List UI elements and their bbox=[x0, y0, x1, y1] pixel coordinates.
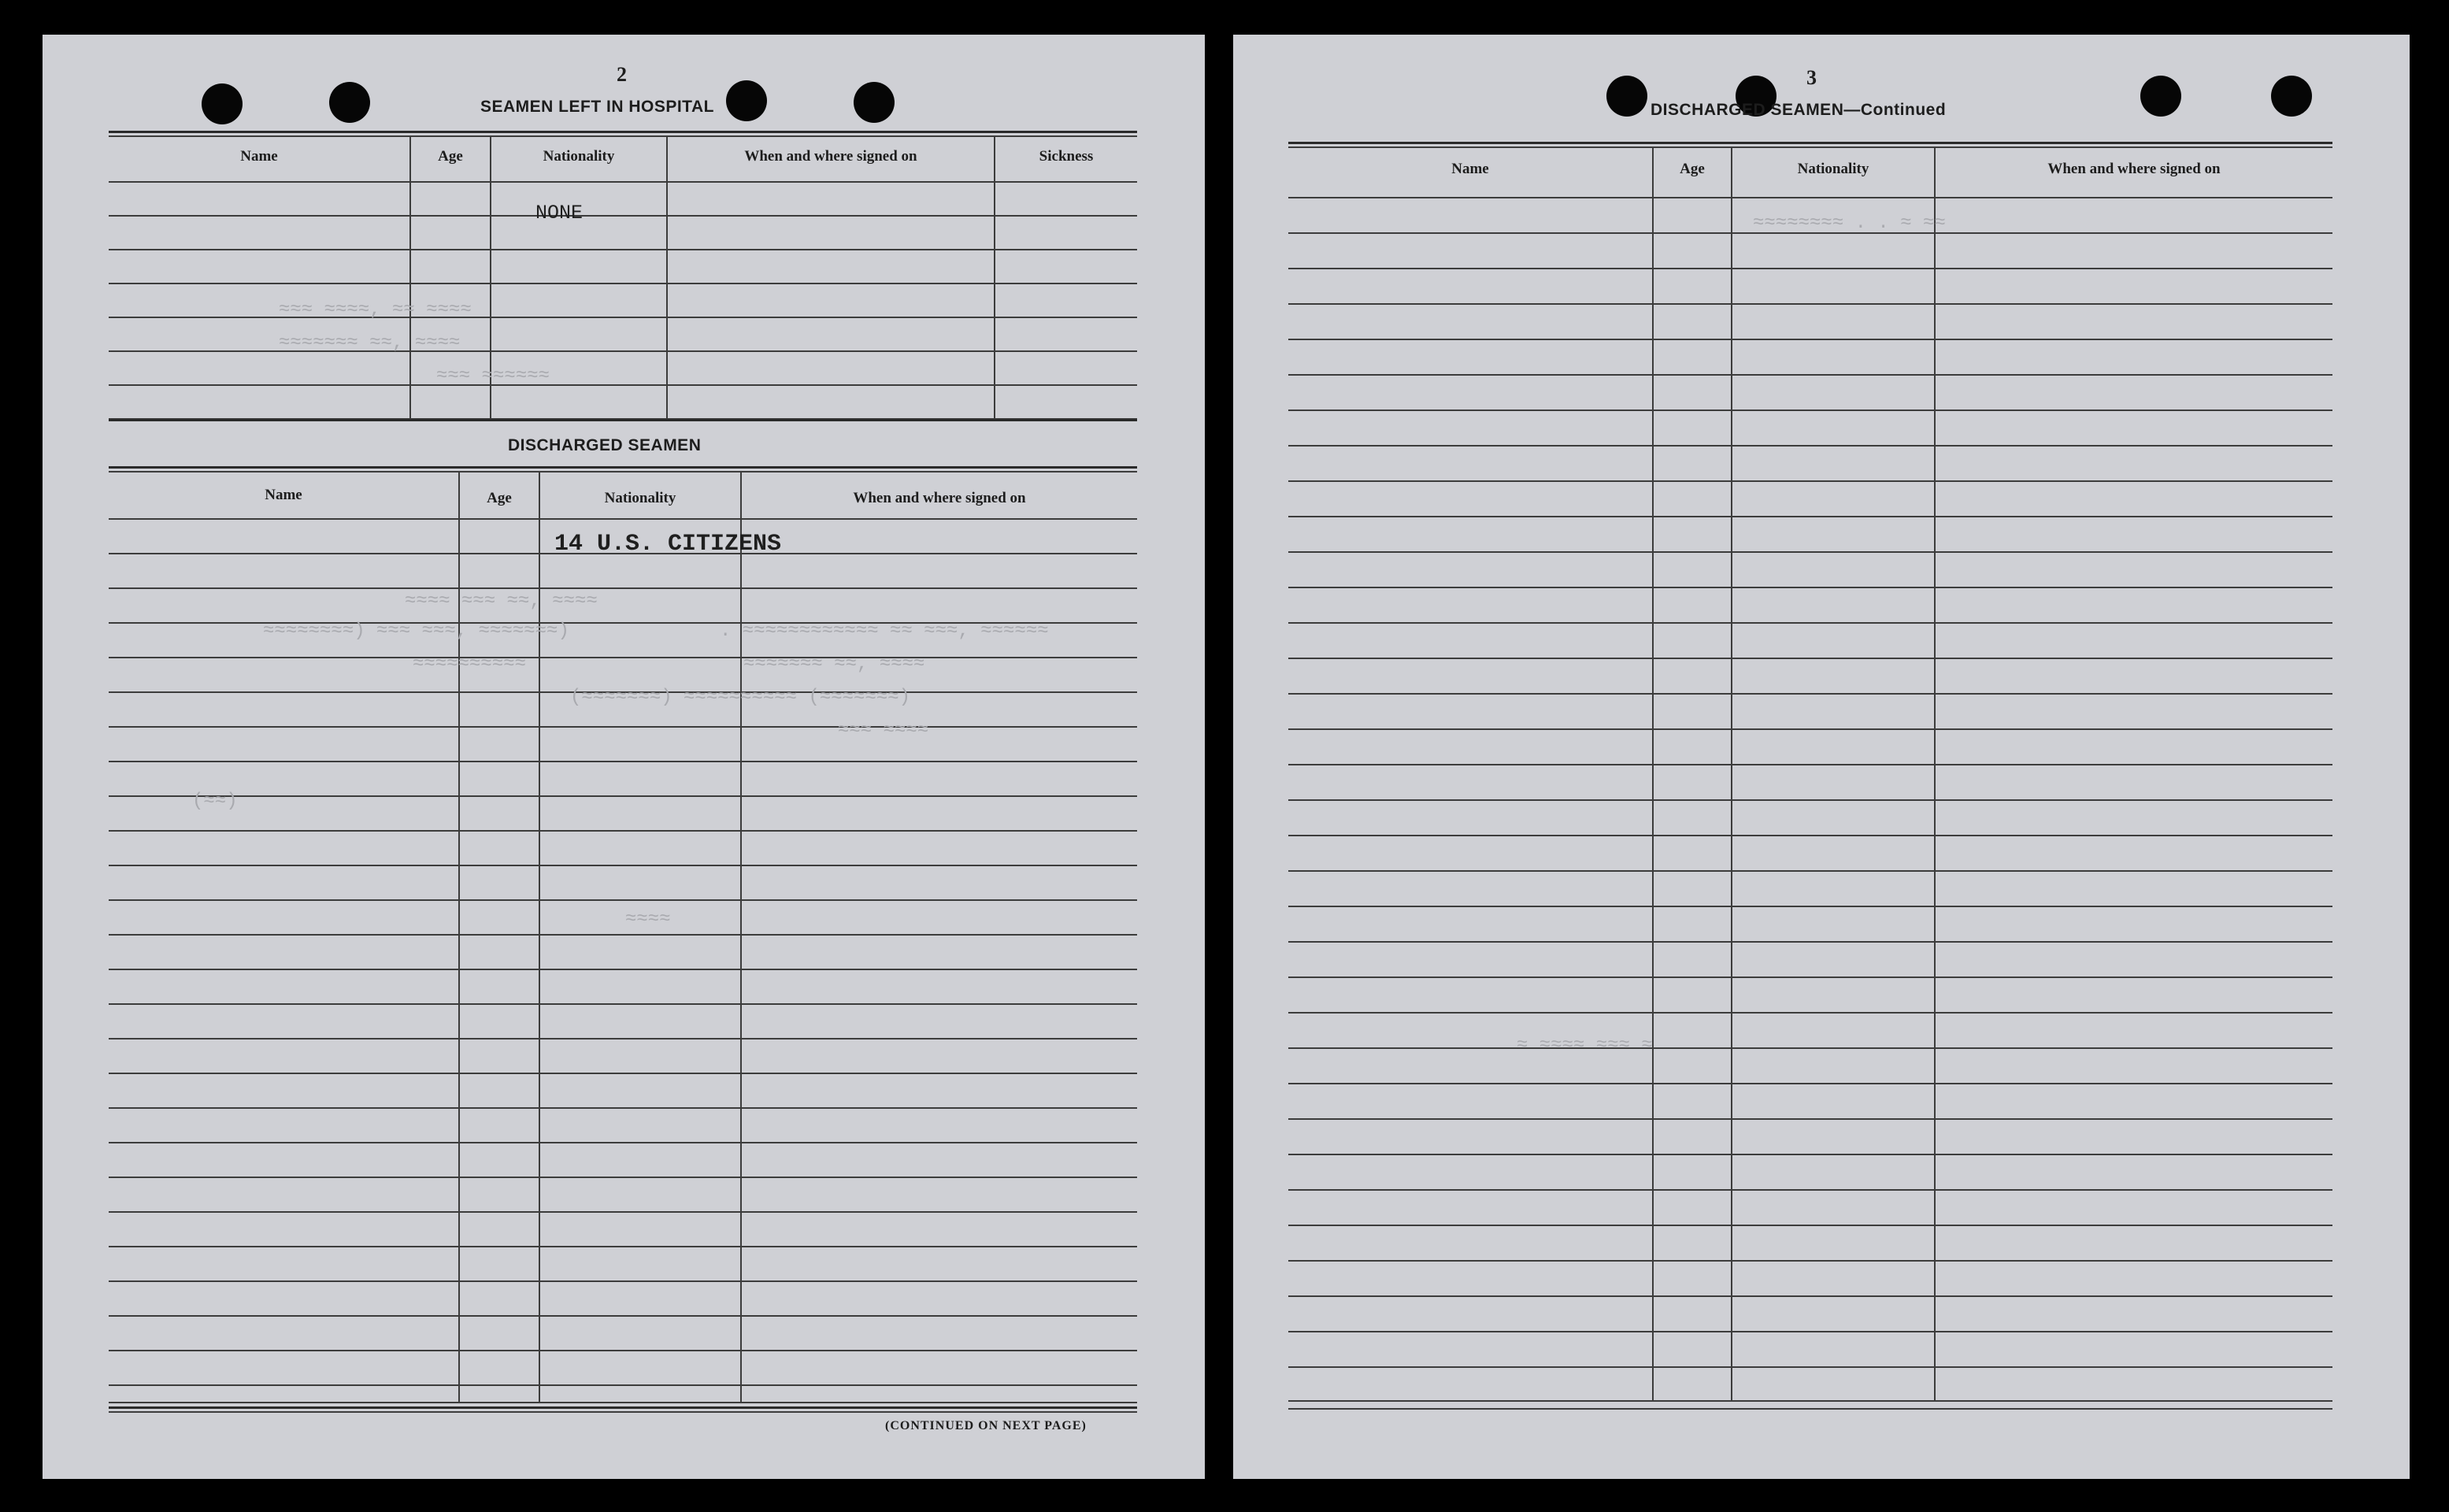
column-header-signed-on: When and where signed on bbox=[744, 148, 917, 165]
punch-hole bbox=[1606, 76, 1647, 117]
page-number: 2 bbox=[617, 63, 627, 86]
bleed-through-text: ≈ ≈≈≈≈ ≈≈≈ ≈ bbox=[1517, 1035, 1653, 1056]
column-header-nationality: Nationality bbox=[604, 490, 676, 506]
discharged-entry: 14 U.S. CITIZENS bbox=[554, 531, 782, 558]
punch-hole bbox=[2140, 76, 2181, 117]
column-header-age: Age bbox=[1680, 161, 1705, 177]
hospital-section-title: SEAMEN LEFT IN HOSPITAL bbox=[480, 98, 714, 116]
column-header-name: Name bbox=[240, 148, 278, 165]
punch-hole bbox=[202, 83, 243, 124]
punch-hole bbox=[726, 80, 767, 121]
bleed-through-text: ≈≈≈≈≈≈≈≈) ≈≈≈ ≈≈≈, ≈≈≈≈≈≈≈) bbox=[263, 621, 569, 642]
page-title: DISCHARGED SEAMEN—Continued bbox=[1651, 101, 1947, 119]
bleed-through-text: . ≈≈≈≈≈≈≈≈≈≈≈≈ ≈≈ ≈≈≈, ≈≈≈≈≈≈ bbox=[720, 621, 1049, 642]
column-header-sickness: Sickness bbox=[1039, 148, 1094, 165]
right-page bbox=[1233, 35, 2410, 1479]
bleed-through-text: ≈≈≈≈ ≈≈≈ ≈≈, ≈≈≈≈ bbox=[405, 591, 598, 612]
punch-hole bbox=[854, 82, 895, 123]
punch-hole bbox=[2271, 76, 2312, 117]
left-page bbox=[43, 35, 1205, 1479]
column-header-name: Name bbox=[1451, 161, 1489, 177]
discharged-section-title: DISCHARGED SEAMEN bbox=[508, 436, 702, 454]
continued-footer: (CONTINUED ON NEXT PAGE) bbox=[885, 1419, 1087, 1432]
hospital-entry: NONE bbox=[535, 202, 584, 224]
bleed-through-text: (≈≈≈≈≈≈≈) ≈≈≈≈≈≈≈≈≈≈ (≈≈≈≈≈≈≈) bbox=[570, 687, 911, 708]
column-header-signed-on: When and where signed on bbox=[853, 490, 1026, 506]
column-header-name: Name bbox=[265, 487, 302, 503]
bleed-through-text: ≈≈≈≈≈≈≈ ≈≈, ≈≈≈≈ bbox=[743, 654, 925, 675]
bleed-through-text: ≈≈≈≈ bbox=[625, 909, 671, 930]
column-header-signed-on: When and where signed on bbox=[2047, 161, 2221, 177]
bleed-through-text: (≈≈) bbox=[192, 791, 238, 812]
bleed-through-text: ≈≈≈ ≈≈≈≈, ≈≈ ≈≈≈≈ bbox=[279, 299, 472, 321]
column-header-nationality: Nationality bbox=[543, 148, 615, 165]
column-header-age: Age bbox=[438, 148, 463, 165]
bleed-through-text: ≈≈≈≈≈≈≈ ≈≈, ≈≈≈≈ bbox=[279, 332, 461, 354]
punch-hole bbox=[329, 82, 370, 123]
bleed-through-text: ≈≈≈≈≈≈≈≈≈≈ bbox=[413, 654, 527, 675]
page-number: 3 bbox=[1806, 66, 1817, 89]
column-header-age: Age bbox=[487, 490, 512, 506]
bleed-through-text: ≈≈≈≈≈≈≈≈ . . ≈ ≈≈ bbox=[1753, 213, 1946, 234]
bleed-through-text: ≈≈≈ ≈≈≈≈ bbox=[838, 720, 929, 741]
column-header-nationality: Nationality bbox=[1797, 161, 1869, 177]
bleed-through-text: ≈≈≈ ≈≈≈≈≈≈ bbox=[436, 365, 550, 387]
